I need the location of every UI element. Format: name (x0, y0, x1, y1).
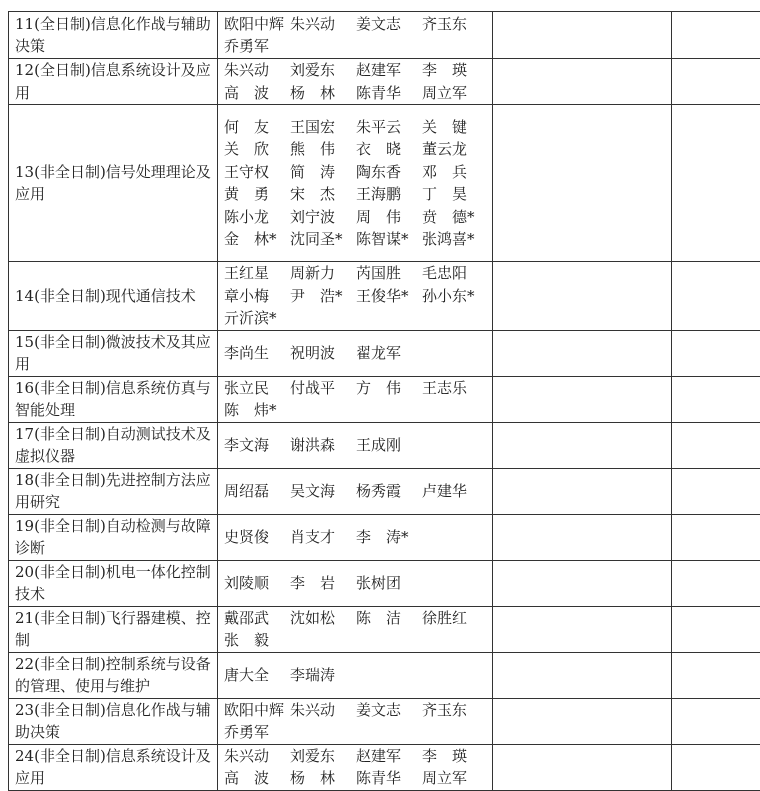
teacher-line (224, 138, 488, 161)
teacher-line (224, 607, 488, 630)
teacher-line (224, 35, 488, 58)
empty-cell (493, 744, 672, 790)
teacher-name: 朱兴动 (290, 699, 356, 722)
teacher-name: 乔勇军 (224, 721, 290, 744)
direction-cell: 23(非全日制)信息化作战与辅助决策 (9, 698, 218, 744)
empty-cell (493, 652, 672, 698)
teachers-cell (218, 59, 493, 105)
direction-cell: 18(非全日制)先进控制方法应用研究 (9, 468, 218, 514)
teacher-name: 朱兴动 (224, 745, 290, 768)
empty-cell (672, 468, 760, 514)
empty-cell (672, 652, 760, 698)
teacher-name: 杨 林 (290, 82, 356, 105)
teacher-name: 关 键 (422, 116, 488, 139)
table-row (9, 606, 760, 652)
empty-cell (672, 330, 760, 376)
teacher-name: 李文海 (224, 434, 290, 457)
teacher-name: 毛忠阳 (422, 262, 488, 285)
teacher-line (224, 13, 488, 36)
empty-cell (493, 606, 672, 652)
direction-cell: 12(全日制)信息系统设计及应用 (9, 59, 218, 105)
direction-cell: 14(非全日制)现代通信技术 (9, 262, 218, 331)
teacher-name: 周新力 (290, 262, 356, 285)
teachers-cell (218, 330, 493, 376)
teacher-name: 刘陵顺 (224, 572, 290, 595)
empty-cell (672, 262, 760, 331)
teacher-name: 芮国胜 (356, 262, 422, 285)
direction-cell: 24(非全日制)信息系统设计及应用 (9, 744, 218, 790)
teacher-name: 邓 兵 (422, 161, 488, 184)
teacher-name: 王成刚 (356, 434, 422, 457)
empty-cell (672, 514, 760, 560)
empty-cell (493, 560, 672, 606)
teacher-name: 熊 伟 (290, 138, 356, 161)
teacher-name: 王志乐 (422, 377, 488, 400)
teacher-name: 宋 杰 (290, 183, 356, 206)
teacher-name: 李 涛* (356, 526, 422, 549)
table-row (9, 652, 760, 698)
teacher-line (224, 183, 488, 206)
teacher-line (224, 228, 488, 251)
teacher-line (224, 399, 488, 422)
teacher-name: 赵建军 (356, 745, 422, 768)
empty-cell (493, 105, 672, 262)
teacher-line (224, 767, 488, 790)
teacher-name: 唐大全 (224, 664, 290, 687)
empty-cell (493, 468, 672, 514)
empty-cell (493, 12, 672, 59)
teacher-line (224, 699, 488, 722)
table-row (9, 330, 760, 376)
direction-cell: 11(全日制)信息化作战与辅助决策 (9, 12, 218, 59)
teacher-name: 沈如松 (290, 607, 356, 630)
teacher-line (224, 526, 488, 549)
teacher-name: 沈同圣* (290, 228, 356, 251)
teacher-name: 李 瑛 (422, 745, 488, 768)
table-row (9, 744, 760, 790)
teacher-name: 衣 晓 (356, 138, 422, 161)
teacher-name: 黄 勇 (224, 183, 290, 206)
teacher-name: 杨秀霞 (356, 480, 422, 503)
teacher-name: 关 欣 (224, 138, 290, 161)
teacher-name: 王俊华* (356, 285, 422, 308)
empty-cell (493, 698, 672, 744)
teacher-name: 刘爱东 (290, 59, 356, 82)
teacher-name: 何 友 (224, 116, 290, 139)
teacher-line (224, 285, 488, 308)
teacher-name: 周 伟 (356, 206, 422, 229)
teachers-cell (218, 698, 493, 744)
teacher-name: 姜文志 (356, 13, 422, 36)
teachers-cell (218, 376, 493, 422)
empty-cell (493, 514, 672, 560)
teacher-name: 张立民 (224, 377, 290, 400)
empty-cell (672, 698, 760, 744)
teacher-line (224, 206, 488, 229)
teacher-name: 欧阳中辉 (224, 13, 290, 36)
teacher-name: 徐胜红 (422, 607, 488, 630)
teacher-name: 孙小东* (422, 285, 488, 308)
direction-cell: 13(非全日制)信号处理理论及应用 (9, 105, 218, 262)
teacher-name: 王守权 (224, 161, 290, 184)
direction-cell: 17(非全日制)自动测试技术及虚拟仪器 (9, 422, 218, 468)
teacher-name: 刘爱东 (290, 745, 356, 768)
empty-cell (672, 12, 760, 59)
teacher-name: 谢洪森 (290, 434, 356, 457)
teacher-name: 丁 昊 (422, 183, 488, 206)
teacher-name: 陶东香 (356, 161, 422, 184)
teacher-line (224, 377, 488, 400)
teacher-name: 王红星 (224, 262, 290, 285)
table-row (9, 422, 760, 468)
teacher-name: 亓沂滨* (224, 307, 290, 330)
table-row (9, 514, 760, 560)
empty-cell (493, 262, 672, 331)
teacher-name: 祝明波 (290, 342, 356, 365)
teacher-line (224, 664, 488, 687)
teachers-cell (218, 105, 493, 262)
teacher-name: 周绍磊 (224, 480, 290, 503)
teacher-name: 卢建华 (422, 480, 488, 503)
direction-cell: 21(非全日制)飞行器建模、控制 (9, 606, 218, 652)
teacher-line (224, 721, 488, 744)
teacher-name: 陈智谋* (356, 228, 422, 251)
teacher-name: 王海鹏 (356, 183, 422, 206)
teacher-line (224, 572, 488, 595)
teacher-name: 朱兴动 (224, 59, 290, 82)
teachers-cell (218, 514, 493, 560)
table-row (9, 105, 760, 262)
teacher-name: 杨 林 (290, 767, 356, 790)
teacher-line (224, 116, 488, 139)
teacher-line (224, 307, 488, 330)
empty-cell (672, 376, 760, 422)
teacher-line (224, 434, 488, 457)
table-row (9, 59, 760, 105)
teacher-name: 乔勇军 (224, 35, 290, 58)
teacher-name: 付战平 (290, 377, 356, 400)
empty-cell (672, 744, 760, 790)
empty-cell (672, 560, 760, 606)
teacher-name: 周立军 (422, 767, 488, 790)
teacher-line (224, 745, 488, 768)
teacher-name: 朱平云 (356, 116, 422, 139)
empty-cell (493, 330, 672, 376)
teacher-name: 陈 洁 (356, 607, 422, 630)
teacher-name: 章小梅 (224, 285, 290, 308)
teachers-cell (218, 606, 493, 652)
teachers-cell (218, 560, 493, 606)
empty-cell (493, 422, 672, 468)
teacher-name: 陈青华 (356, 82, 422, 105)
teacher-line (224, 342, 488, 365)
direction-cell: 16(非全日制)信息系统仿真与智能处理 (9, 376, 218, 422)
teacher-name: 方 伟 (356, 377, 422, 400)
teacher-name: 高 波 (224, 82, 290, 105)
direction-cell: 15(非全日制)微波技术及其应用 (9, 330, 218, 376)
teacher-name: 姜文志 (356, 699, 422, 722)
teacher-name: 刘宁波 (290, 206, 356, 229)
teacher-line (224, 262, 488, 285)
teacher-name: 史贤俊 (224, 526, 290, 549)
table-row (9, 698, 760, 744)
teacher-name: 高 波 (224, 767, 290, 790)
empty-cell (672, 606, 760, 652)
table-row (9, 12, 760, 59)
faculty-table-body (9, 12, 760, 791)
teachers-cell (218, 12, 493, 59)
teacher-name: 贲 德* (422, 206, 488, 229)
teacher-name: 齐玉东 (422, 699, 488, 722)
teacher-name: 简 涛 (290, 161, 356, 184)
direction-cell: 20(非全日制)机电一体化控制技术 (9, 560, 218, 606)
teacher-name: 肖支才 (290, 526, 356, 549)
empty-cell (672, 59, 760, 105)
teachers-cell (218, 262, 493, 331)
teacher-name: 董云龙 (422, 138, 488, 161)
teacher-name: 李 岩 (290, 572, 356, 595)
teacher-line (224, 82, 488, 105)
teacher-name: 张鸿喜* (422, 228, 488, 251)
teacher-line (224, 161, 488, 184)
teachers-cell (218, 468, 493, 514)
teacher-name: 翟龙军 (356, 342, 422, 365)
teacher-name: 张树团 (356, 572, 422, 595)
teacher-name: 金 林* (224, 228, 290, 251)
teacher-name: 吴文海 (290, 480, 356, 503)
table-row (9, 560, 760, 606)
teacher-name: 赵建军 (356, 59, 422, 82)
direction-cell: 19(非全日制)自动检测与故障诊断 (9, 514, 218, 560)
teachers-cell (218, 422, 493, 468)
teacher-name: 王国宏 (290, 116, 356, 139)
teacher-name: 李瑞涛 (290, 664, 356, 687)
teachers-cell (218, 744, 493, 790)
teacher-name: 张 毅 (224, 629, 290, 652)
teacher-name: 陈小龙 (224, 206, 290, 229)
empty-cell (672, 422, 760, 468)
teacher-name: 戴邵武 (224, 607, 290, 630)
teacher-name: 齐玉东 (422, 13, 488, 36)
teacher-line (224, 629, 488, 652)
teacher-name: 欧阳中辉 (224, 699, 290, 722)
teacher-name: 朱兴动 (290, 13, 356, 36)
teacher-name: 周立军 (422, 82, 488, 105)
table-row (9, 468, 760, 514)
teachers-cell (218, 652, 493, 698)
table-row (9, 376, 760, 422)
empty-cell (493, 376, 672, 422)
empty-cell (493, 59, 672, 105)
teacher-name: 李尚生 (224, 342, 290, 365)
teacher-name: 李 瑛 (422, 59, 488, 82)
empty-cell (672, 105, 760, 262)
direction-cell: 22(非全日制)控制系统与设备的管理、使用与维护 (9, 652, 218, 698)
teacher-line (224, 59, 488, 82)
faculty-table (8, 11, 760, 791)
teacher-name: 尹 浩* (290, 285, 356, 308)
table-row (9, 262, 760, 331)
teacher-line (224, 480, 488, 503)
teacher-name: 陈 炜* (224, 399, 290, 422)
teacher-name: 陈青华 (356, 767, 422, 790)
